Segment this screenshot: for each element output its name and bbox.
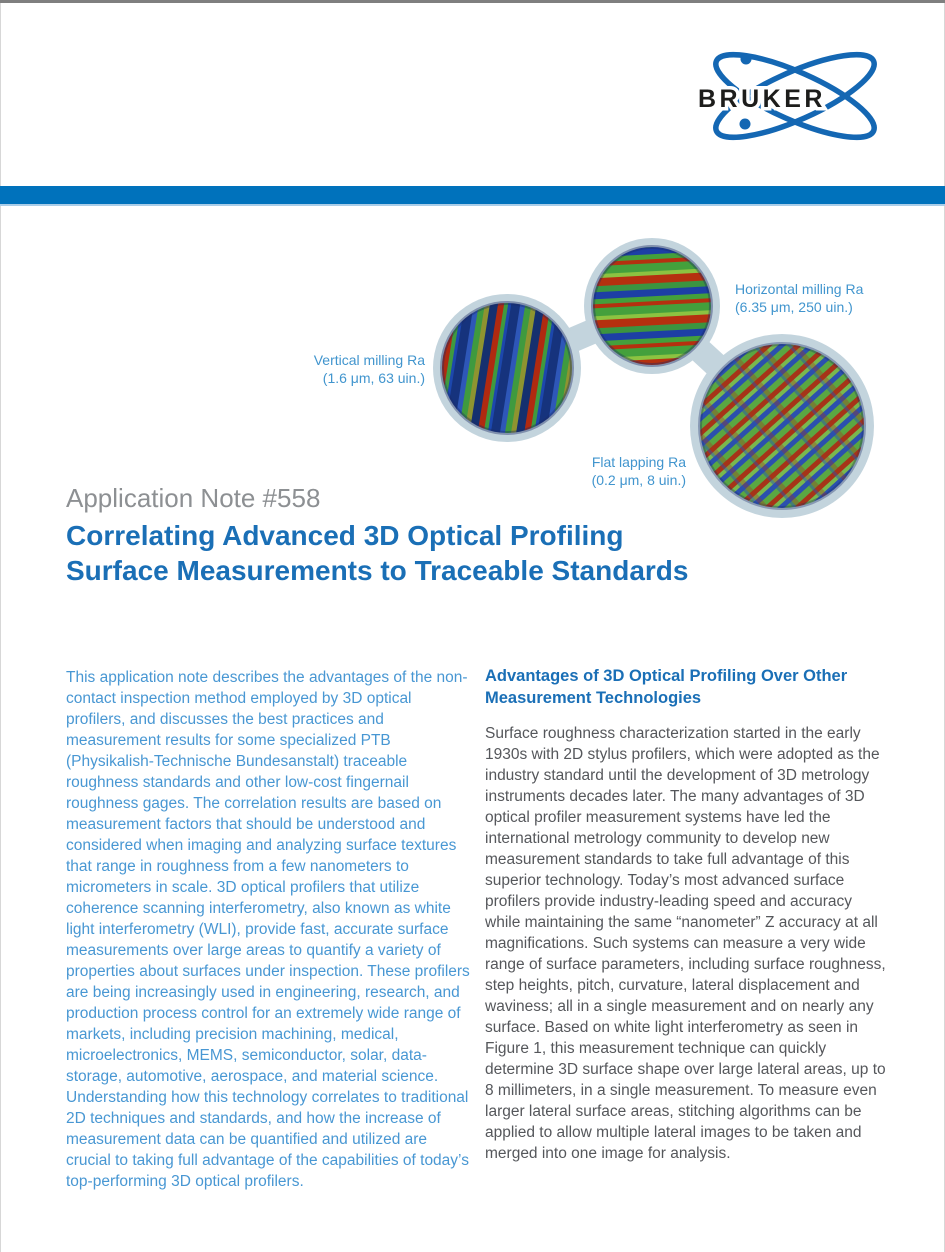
vertical-milling-image — [433, 294, 581, 442]
horizontal-milling-label-value: (6.35 μm, 250 uin.) — [735, 298, 853, 315]
section-heading-line2: Measurement Technologies — [485, 689, 702, 707]
brand-wordmark: BRUKER — [698, 85, 826, 113]
vertical-milling-label-value: (1.6 μm, 63 uin.) — [322, 369, 425, 386]
document-title — [66, 518, 766, 588]
body-column — [485, 665, 891, 1164]
horizontal-milling-image — [584, 238, 720, 374]
section-paragraph: Surface roughness characterization started in the early 1930s with 2D stylus profilers, which were adopted as the industry standard until the development of 3D metrology instruments decades later. The many advantages of 3D optical profiler measurement systems have led the international metrology community to develop new measurement standards to take full advantage of this superior technology. Today’s most advanced surface profilers provide industry-leading speed and accuracy while maintaining the same “nanometer” Z accuracy at all magnifications. Such systems can measure a very wide range of surface parameters, including surface roughness, step heights, pitch, curvature, lateral displacement and waviness; all in a single measurement and on nearly any surface. Based on white light interferometry as seen in Figure 1, this measurement technique can quickly determine 3D surface shape over large lateral areas, up to 8 millimeters, in a single measurement. To measure even larger lateral surface areas, stitching algorithms can be applied to allow multiple lateral images to be taken and merged into one image for analysis. — [485, 725, 886, 1162]
intro-paragraph: This application note describes the advantages of the non-contact inspection method employed by 3D optical profilers, and discusses the best practices and measurement results for some specialized PTB (Physikalish-Technische Bundesanstalt) traceable roughness standards and other low-cost fingernail roughness gages. The correlation results are based on measurement factors that should be understood and considered when imaging and analyzing surface textures that range in roughness from a few nanometers to micrometers in scale. 3D optical profilers that utilize coherence scanning interferometry, also known as white light interferometry (WLI), provide fast, accurate surface measurements over large areas to quantify a variety of properties about surfaces under inspection. These profilers are being increasingly used in engineering, research, and production process control for an extremely wide range of markets, including precision machining, medical, microelectronics, MEMS, semiconductor, solar, data-storage, automotive, aerospace, and material science. Understanding how this technology correlates to traditional 2D techniques and standards, and how the increase of measurement data can be quantified and utilized are crucial to taking full advantage of the capabilities of today’s top-performing 3D optical profilers. — [66, 669, 470, 1190]
flat-lapping-label-name: Flat lapping Ra — [591, 454, 686, 470]
horizontal-milling-label-name: Horizontal milling Ra — [735, 281, 864, 297]
vertical-milling-label-name: Vertical milling Ra — [313, 352, 425, 368]
document-title-line1: Correlating Advanced 3D Optical Profiling — [66, 520, 624, 551]
flat-lapping-label-value: (0.2 μm, 8 uin.) — [591, 471, 686, 488]
section-heading-line1: Advantages of 3D Optical Profiling Over Other — [485, 667, 848, 685]
document-title-line2: Surface Measurements to Traceable Standards — [66, 555, 689, 586]
intro-column — [66, 667, 473, 1192]
application-note-number: Application Note #558 — [66, 483, 321, 513]
section-heading — [485, 665, 891, 709]
vertical-milling-label — [270, 352, 425, 387]
title-block — [66, 481, 766, 588]
horizontal-milling-label — [735, 281, 910, 316]
